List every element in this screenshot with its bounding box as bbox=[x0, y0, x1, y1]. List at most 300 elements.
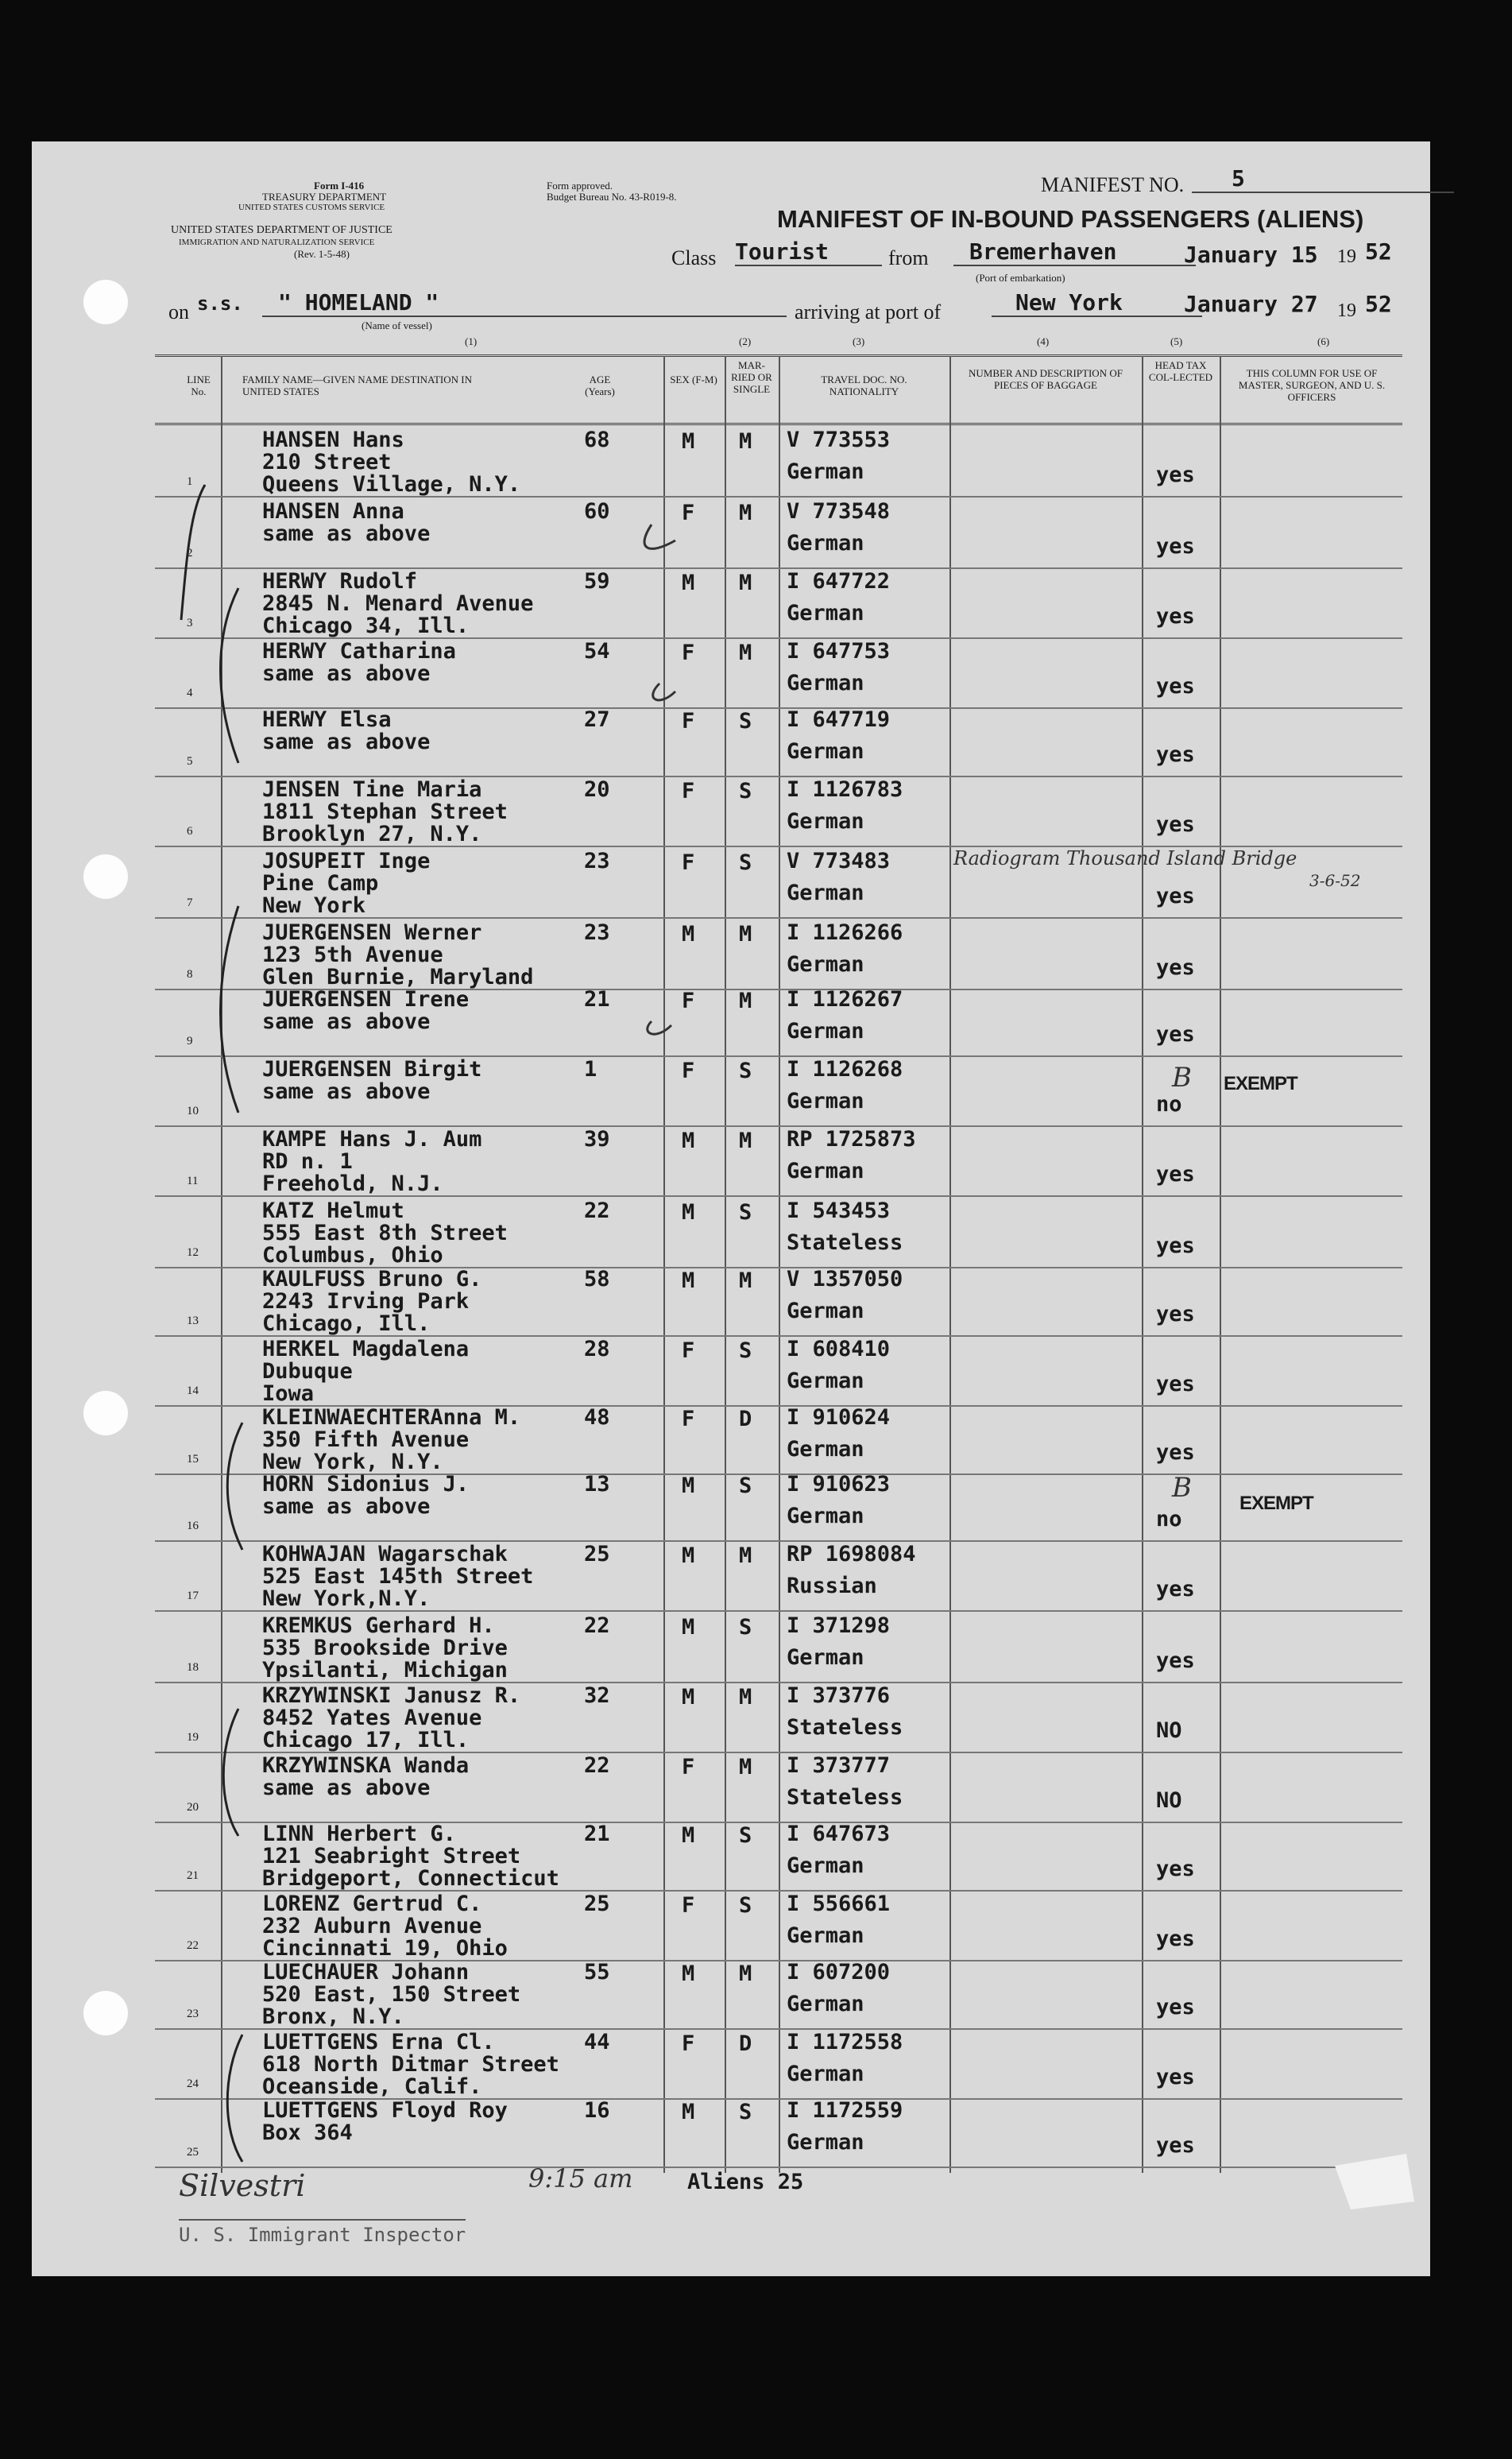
col-num: (6) bbox=[1317, 335, 1330, 347]
passenger-address-1: 525 East 145th Street bbox=[262, 1564, 534, 1589]
passenger-name: HERWY Catharina bbox=[262, 639, 456, 664]
travel-doc-number: I 1126783 bbox=[787, 777, 903, 802]
passenger-sex: M bbox=[682, 571, 695, 595]
col-num: (5) bbox=[1170, 335, 1183, 347]
head-tax: yes bbox=[1156, 2065, 1195, 2089]
head-tax: yes bbox=[1156, 1995, 1195, 2019]
marital-status: D bbox=[739, 1407, 752, 1431]
passenger-name: HORN Sidonius J. bbox=[262, 1472, 470, 1497]
embarkation-port: Bremerhaven bbox=[953, 238, 1196, 266]
passenger-age: 25 bbox=[584, 1542, 610, 1566]
head-tax: yes bbox=[1156, 1233, 1195, 1258]
line-number: 16 bbox=[187, 1520, 199, 1532]
passenger-name: JOSUPEIT Inge bbox=[262, 849, 431, 873]
row-rule bbox=[155, 2167, 1402, 2168]
passenger-address-2: Iowa bbox=[262, 1381, 315, 1406]
passenger-sex: F bbox=[682, 1893, 695, 1918]
nationality: Stateless bbox=[787, 1785, 903, 1810]
passenger-address-1: same as above bbox=[262, 521, 431, 546]
travel-doc-number: I 1126268 bbox=[787, 1057, 903, 1082]
passenger-address-1: same as above bbox=[262, 730, 431, 754]
row-rule bbox=[155, 496, 1402, 498]
marital-status: S bbox=[739, 779, 752, 804]
table-row bbox=[0, 1127, 1512, 1197]
head-tax: yes bbox=[1156, 1857, 1195, 1881]
passenger-age: 21 bbox=[584, 987, 610, 1012]
line-number: 25 bbox=[187, 2146, 199, 2159]
row-rule bbox=[155, 1610, 1402, 1612]
inspector-title: U. S. Immigrant Inspector bbox=[179, 2219, 466, 2246]
head-tax: yes bbox=[1156, 463, 1195, 487]
travel-doc-number: I 647719 bbox=[787, 707, 891, 732]
marital-status: M bbox=[739, 989, 752, 1013]
head-tax: yes bbox=[1156, 1927, 1195, 1951]
line-number: 3 bbox=[187, 617, 193, 629]
passenger-address-1: 618 North Ditmar Street bbox=[262, 2052, 559, 2077]
line-number: 10 bbox=[187, 1105, 199, 1117]
passenger-name: LORENZ Gertrud C. bbox=[262, 1892, 482, 1916]
passenger-age: 32 bbox=[584, 1683, 610, 1708]
passenger-sex: M bbox=[682, 1129, 695, 1153]
passenger-name: LUETTGENS Floyd Roy bbox=[262, 2098, 508, 2123]
passenger-age: 23 bbox=[584, 920, 610, 945]
head-tax: yes bbox=[1156, 1577, 1195, 1601]
travel-doc-number: V 773548 bbox=[787, 499, 891, 524]
marital-status: M bbox=[739, 641, 752, 665]
marital-status: M bbox=[739, 571, 752, 595]
header-baggage: NUMBER AND DESCRIPTION OF PIECES OF BAGGAGE bbox=[969, 367, 1123, 391]
passenger-address-2: Chicago 34, Ill. bbox=[262, 614, 470, 638]
passenger-age: 60 bbox=[584, 499, 610, 524]
passenger-age: 59 bbox=[584, 569, 610, 594]
arrival-year-prefix: 19 bbox=[1337, 300, 1356, 321]
marital-status: S bbox=[739, 1473, 752, 1498]
from-label: from bbox=[888, 246, 929, 269]
vessel-name: " HOMELAND " bbox=[262, 289, 787, 317]
passenger-sex: F bbox=[682, 709, 695, 734]
nationality: German bbox=[787, 809, 864, 834]
passenger-sex: M bbox=[682, 1615, 695, 1640]
passenger-sex: M bbox=[682, 1685, 695, 1710]
table-row bbox=[0, 1542, 1512, 1612]
passenger-address-1: 123 5th Avenue bbox=[262, 943, 443, 967]
treasury-dept: TREASURY DEPARTMENT bbox=[262, 191, 387, 203]
nationality: German bbox=[787, 601, 864, 625]
passenger-sex: F bbox=[682, 850, 695, 875]
marital-status: S bbox=[739, 850, 752, 875]
nationality: German bbox=[787, 2130, 864, 2155]
table-row bbox=[0, 1337, 1512, 1407]
travel-doc-number: I 607200 bbox=[787, 1960, 891, 1985]
table-row bbox=[0, 1683, 1512, 1753]
passenger-address-2: Chicago, Ill. bbox=[262, 1311, 431, 1336]
nationality: German bbox=[787, 1645, 864, 1670]
on-label: on bbox=[168, 300, 189, 323]
passenger-age: 48 bbox=[584, 1405, 610, 1430]
nationality: German bbox=[787, 671, 864, 695]
passenger-address-1: same as above bbox=[262, 1776, 431, 1800]
col-num: (1) bbox=[465, 335, 478, 347]
header-officers: THIS COLUMN FOR USE OF MASTER, SURGEON, AND U. S. OFFICERS bbox=[1238, 367, 1386, 403]
table-row bbox=[0, 499, 1512, 569]
nationality: German bbox=[787, 1504, 864, 1528]
line-number: 8 bbox=[187, 968, 193, 981]
punch-hole bbox=[83, 280, 128, 324]
passenger-address-1: 2243 Irving Park bbox=[262, 1289, 470, 1314]
passenger-name: KOHWAJAN Wagarschak bbox=[262, 1542, 508, 1566]
travel-doc-number: I 556661 bbox=[787, 1892, 891, 1916]
passenger-age: 68 bbox=[584, 428, 610, 452]
line-number: 21 bbox=[187, 1869, 199, 1882]
passenger-age: 25 bbox=[584, 1892, 610, 1916]
line-number: 19 bbox=[187, 1731, 199, 1744]
travel-doc-number: I 608410 bbox=[787, 1337, 891, 1361]
arrival-year: 52 bbox=[1365, 291, 1392, 317]
passenger-address-2: Ypsilanti, Michigan bbox=[262, 1658, 508, 1683]
header-age: AGE (Years) bbox=[585, 374, 615, 397]
passenger-name: KLEINWAECHTERAnna M. bbox=[262, 1405, 521, 1430]
passenger-age: 22 bbox=[584, 1199, 610, 1223]
nationality: German bbox=[787, 952, 864, 977]
departure-year-prefix: 19 bbox=[1337, 246, 1356, 267]
embarkation-note: (Port of embarkation) bbox=[976, 272, 1065, 284]
head-tax: NO bbox=[1156, 1718, 1182, 1743]
travel-doc-number: I 647722 bbox=[787, 569, 891, 594]
line-number: 2 bbox=[187, 547, 193, 560]
line-number: 11 bbox=[187, 1175, 199, 1187]
passenger-age: 55 bbox=[584, 1960, 610, 1985]
marital-status: M bbox=[739, 429, 752, 454]
table-row bbox=[0, 1960, 1512, 2030]
departure-year: 52 bbox=[1365, 238, 1392, 265]
arriving-label: arriving at port of bbox=[795, 300, 942, 323]
passenger-address-1: RD n. 1 bbox=[262, 1149, 353, 1174]
manifest-number: 5 bbox=[1192, 165, 1454, 193]
passenger-name: HANSEN Hans bbox=[262, 428, 404, 452]
passenger-address-1: 210 Street bbox=[262, 450, 392, 474]
marital-status: M bbox=[739, 1685, 752, 1710]
passenger-age: 58 bbox=[584, 1267, 610, 1291]
passenger-sex: F bbox=[682, 501, 695, 525]
passenger-name: KREMKUS Gerhard H. bbox=[262, 1613, 495, 1638]
form-approved: Form approved. bbox=[547, 180, 613, 192]
marital-status: S bbox=[739, 1059, 752, 1083]
col-num: (2) bbox=[739, 335, 752, 347]
table-row bbox=[0, 1892, 1512, 1961]
b-mark: B bbox=[1172, 1062, 1192, 1094]
passenger-name: KAMPE Hans J. Aum bbox=[262, 1127, 482, 1152]
line-number: 12 bbox=[187, 1246, 199, 1259]
passenger-address-1: 520 East, 150 Street bbox=[262, 1982, 521, 2007]
baggage-annotation: Radiogram Thousand Island Bridge bbox=[953, 847, 1297, 869]
passenger-address-1: 555 East 8th Street bbox=[262, 1221, 508, 1245]
header-head-tax: HEAD TAX COL-LECTED bbox=[1148, 359, 1213, 383]
passenger-sex: F bbox=[682, 641, 695, 665]
ss-label: s.s. bbox=[197, 292, 243, 315]
marital-status: S bbox=[739, 709, 752, 734]
travel-doc-number: I 647673 bbox=[787, 1822, 891, 1846]
doj-title: UNITED STATES DEPARTMENT OF JUSTICE bbox=[171, 224, 393, 236]
passenger-sex: F bbox=[682, 2031, 695, 2056]
passenger-name: HERWY Rudolf bbox=[262, 569, 418, 594]
nationality: German bbox=[787, 1853, 864, 1878]
travel-doc-number: I 1126267 bbox=[787, 987, 903, 1012]
head-tax: yes bbox=[1156, 1648, 1195, 1673]
table-row bbox=[0, 1405, 1512, 1475]
passenger-address-1: 8452 Yates Avenue bbox=[262, 1706, 482, 1730]
passenger-name: LUETTGENS Erna Cl. bbox=[262, 2030, 495, 2054]
passenger-address-1: same as above bbox=[262, 1009, 431, 1034]
passenger-age: 22 bbox=[584, 1753, 610, 1778]
nationality: German bbox=[787, 2062, 864, 2086]
line-number: 4 bbox=[187, 687, 193, 699]
travel-doc-number: I 373776 bbox=[787, 1683, 891, 1708]
marital-status: S bbox=[739, 1823, 752, 1848]
marital-status: M bbox=[739, 1543, 752, 1568]
b-mark: B bbox=[1172, 1472, 1192, 1504]
header-line-no: LINE No. bbox=[187, 374, 211, 397]
col-num: (3) bbox=[853, 335, 865, 347]
inspector-signature: Silvestri bbox=[179, 2168, 306, 2203]
table-row bbox=[0, 987, 1512, 1057]
passenger-name: JUERGENSEN Werner bbox=[262, 920, 482, 945]
customs-service: UNITED STATES CUSTOMS SERVICE bbox=[238, 203, 385, 212]
table-row bbox=[0, 1199, 1512, 1268]
passenger-age: 39 bbox=[584, 1127, 610, 1152]
nationality: Stateless bbox=[787, 1715, 903, 1740]
nationality: German bbox=[787, 881, 864, 905]
form-revision: (Rev. 1-5-48) bbox=[294, 248, 350, 260]
passenger-age: 28 bbox=[584, 1337, 610, 1361]
head-tax: yes bbox=[1156, 1372, 1195, 1396]
table-row bbox=[0, 1267, 1512, 1337]
travel-doc-number: I 910624 bbox=[787, 1405, 891, 1430]
nationality: German bbox=[787, 1299, 864, 1323]
line-number: 22 bbox=[187, 1939, 199, 1952]
passenger-name: HERKEL Magdalena bbox=[262, 1337, 470, 1361]
passenger-sex: F bbox=[682, 1755, 695, 1779]
passenger-sex: M bbox=[682, 1473, 695, 1498]
manifest-label: MANIFEST NO. bbox=[1041, 173, 1185, 196]
passenger-name: JUERGENSEN Birgit bbox=[262, 1057, 482, 1082]
table-row bbox=[0, 1753, 1512, 1823]
passenger-sex: F bbox=[682, 779, 695, 804]
marital-status: M bbox=[739, 501, 752, 525]
table-row bbox=[0, 428, 1512, 498]
passenger-address-2: Cincinnati 19, Ohio bbox=[262, 1936, 508, 1961]
departure-date: January 15 bbox=[1184, 242, 1318, 268]
line-number: 9 bbox=[187, 1035, 193, 1047]
passenger-address-1: Pine Camp bbox=[262, 871, 379, 896]
signature-time: 9:15 am bbox=[528, 2163, 633, 2194]
passenger-name: HERWY Elsa bbox=[262, 707, 392, 732]
travel-doc-number: I 373777 bbox=[787, 1753, 891, 1778]
line-number: 17 bbox=[187, 1590, 199, 1602]
passenger-age: 27 bbox=[584, 707, 610, 732]
travel-doc-number: RP 1725873 bbox=[787, 1127, 916, 1152]
passenger-name: KRZYWINSKA Wanda bbox=[262, 1753, 470, 1778]
line-number: 14 bbox=[187, 1384, 199, 1397]
form-number: Form I-416 bbox=[314, 180, 365, 192]
passenger-name: KRZYWINSKI Janusz R. bbox=[262, 1683, 521, 1708]
passenger-sex: M bbox=[682, 1543, 695, 1568]
travel-doc-number: I 371298 bbox=[787, 1613, 891, 1638]
budget-bureau: Budget Bureau No. 43-R019-8. bbox=[547, 191, 677, 203]
line-number: 1 bbox=[187, 475, 193, 488]
passenger-sex: M bbox=[682, 1268, 695, 1293]
exempt-stamp: EXEMPT bbox=[1239, 1493, 1313, 1514]
nationality: Russian bbox=[787, 1574, 877, 1598]
passenger-age: 20 bbox=[584, 777, 610, 802]
head-tax: yes bbox=[1156, 674, 1195, 699]
line-number: 18 bbox=[187, 1661, 199, 1674]
arrival-port: New York bbox=[992, 289, 1202, 317]
passenger-age: 16 bbox=[584, 2098, 610, 2123]
nationality: German bbox=[787, 1159, 864, 1183]
marital-status: M bbox=[739, 922, 752, 947]
line-number: 15 bbox=[187, 1453, 199, 1466]
passenger-sex: M bbox=[682, 1961, 695, 1986]
marital-status: S bbox=[739, 1615, 752, 1640]
travel-doc-number: I 910623 bbox=[787, 1472, 891, 1497]
head-tax: no bbox=[1156, 1507, 1182, 1532]
passenger-address-2: New York, N.Y. bbox=[262, 1450, 443, 1474]
passenger-age: 23 bbox=[584, 849, 610, 873]
table-row bbox=[0, 569, 1512, 639]
head-tax: no bbox=[1156, 1092, 1182, 1117]
head-tax: yes bbox=[1156, 2133, 1195, 2158]
passenger-age: 44 bbox=[584, 2030, 610, 2054]
table-row bbox=[0, 707, 1512, 777]
table-row bbox=[0, 920, 1512, 990]
header-name: FAMILY NAME—GIVEN NAME DESTINATION IN UNITED STATES bbox=[242, 374, 473, 397]
passenger-age: 13 bbox=[584, 1472, 610, 1497]
passenger-name: KAULFUSS Bruno G. bbox=[262, 1267, 482, 1291]
travel-doc-number: I 543453 bbox=[787, 1199, 891, 1223]
passenger-address-1: same as above bbox=[262, 661, 431, 686]
line-number: 24 bbox=[187, 2078, 199, 2090]
head-tax: NO bbox=[1156, 1788, 1182, 1813]
travel-doc-number: V 773483 bbox=[787, 849, 891, 873]
passenger-address-1: 2845 N. Menard Avenue bbox=[262, 591, 534, 616]
nationality: German bbox=[787, 1019, 864, 1044]
passenger-address-2: Queens Village, N.Y. bbox=[262, 472, 521, 497]
travel-doc-number: RP 1698084 bbox=[787, 1542, 916, 1566]
marital-status: S bbox=[739, 1338, 752, 1363]
passenger-name: HANSEN Anna bbox=[262, 499, 404, 524]
passenger-sex: M bbox=[682, 2100, 695, 2124]
marital-status: S bbox=[739, 2100, 752, 2124]
row-rule bbox=[155, 917, 1402, 919]
nationality: German bbox=[787, 1992, 864, 2016]
exempt-stamp: EXEMPT bbox=[1224, 1073, 1297, 1094]
passenger-name: JUERGENSEN Irene bbox=[262, 987, 470, 1012]
passenger-address-1: 1811 Stephan Street bbox=[262, 800, 508, 824]
marital-status: S bbox=[739, 1200, 752, 1225]
nationality: German bbox=[787, 739, 864, 764]
head-tax: yes bbox=[1156, 884, 1195, 908]
arrival-date: January 27 bbox=[1184, 291, 1318, 317]
passenger-name: LINN Herbert G. bbox=[262, 1822, 456, 1846]
nationality: Stateless bbox=[787, 1230, 903, 1255]
passenger-address-1: 535 Brookside Drive bbox=[262, 1636, 508, 1660]
passenger-address-2: Glen Burnie, Maryland bbox=[262, 965, 534, 989]
baggage-annotation-date: 3-6-52 bbox=[1309, 871, 1361, 890]
manifest-title: MANIFEST OF IN-BOUND PASSENGERS (ALIENS) bbox=[777, 205, 1364, 233]
nationality: German bbox=[787, 1437, 864, 1462]
passenger-address-1: 232 Auburn Avenue bbox=[262, 1914, 482, 1938]
line-number: 5 bbox=[187, 755, 193, 768]
travel-doc-number: V 1357050 bbox=[787, 1267, 903, 1291]
head-tax: yes bbox=[1156, 955, 1195, 980]
travel-doc-number: I 1126266 bbox=[787, 920, 903, 945]
passenger-age: 22 bbox=[584, 1613, 610, 1638]
passenger-address-2: Bronx, N.Y. bbox=[262, 2004, 404, 2029]
class-value: Tourist bbox=[735, 238, 882, 266]
table-row bbox=[0, 2030, 1512, 2100]
marital-status: M bbox=[739, 1755, 752, 1779]
passenger-address-1: Dubuque bbox=[262, 1359, 353, 1384]
passenger-address-2: New York,N.Y. bbox=[262, 1586, 431, 1611]
marital-status: M bbox=[739, 1961, 752, 1986]
head-tax: yes bbox=[1156, 1162, 1195, 1187]
travel-doc-number: I 1172559 bbox=[787, 2098, 903, 2123]
passenger-address-2: Bridgeport, Connecticut bbox=[262, 1866, 559, 1891]
head-tax: yes bbox=[1156, 604, 1195, 629]
passenger-sex: M bbox=[682, 429, 695, 454]
head-tax: yes bbox=[1156, 1440, 1195, 1465]
travel-doc-number: V 773553 bbox=[787, 428, 891, 452]
table-row bbox=[0, 639, 1512, 709]
passenger-age: 1 bbox=[584, 1057, 597, 1082]
passenger-name: LUECHAUER Johann bbox=[262, 1960, 470, 1985]
travel-doc-number: I 1172558 bbox=[787, 2030, 903, 2054]
passenger-sex: F bbox=[682, 1338, 695, 1363]
passenger-address-1: same as above bbox=[262, 1494, 431, 1519]
line-number: 23 bbox=[187, 2008, 199, 2020]
passenger-address-2: New York bbox=[262, 893, 366, 918]
travel-doc-number: I 647753 bbox=[787, 639, 891, 664]
passenger-address-2: Columbus, Ohio bbox=[262, 1243, 443, 1268]
table-row bbox=[0, 1822, 1512, 1892]
line-number: 7 bbox=[187, 896, 193, 909]
class-label: Class bbox=[671, 246, 717, 269]
passenger-address-1: Box 364 bbox=[262, 2120, 353, 2145]
line-number: 20 bbox=[187, 1801, 199, 1814]
marital-status: D bbox=[739, 2031, 752, 2056]
head-tax: yes bbox=[1156, 1022, 1195, 1047]
ins-title: IMMIGRATION AND NATURALIZATION SERVICE bbox=[179, 238, 375, 247]
passenger-address-1: same as above bbox=[262, 1079, 431, 1104]
nationality: German bbox=[787, 459, 864, 484]
table-row bbox=[0, 2098, 1512, 2168]
head-tax: yes bbox=[1156, 742, 1195, 767]
passenger-sex: M bbox=[682, 1200, 695, 1225]
header-married: MAR-RIED OR SINGLE bbox=[731, 359, 772, 395]
head-tax: yes bbox=[1156, 534, 1195, 559]
passenger-address-2: Freehold, N.J. bbox=[262, 1171, 443, 1196]
nationality: German bbox=[787, 1369, 864, 1393]
passenger-address-2: Chicago 17, Ill. bbox=[262, 1728, 470, 1752]
passenger-name: KATZ Helmut bbox=[262, 1199, 404, 1223]
head-tax: yes bbox=[1156, 1302, 1195, 1326]
vessel-note: (Name of vessel) bbox=[362, 319, 432, 331]
nationality: German bbox=[787, 1923, 864, 1948]
table-row bbox=[0, 777, 1512, 847]
row-rule bbox=[155, 1195, 1402, 1197]
passenger-age: 54 bbox=[584, 639, 610, 664]
passenger-address-1: 350 Fifth Avenue bbox=[262, 1427, 470, 1452]
